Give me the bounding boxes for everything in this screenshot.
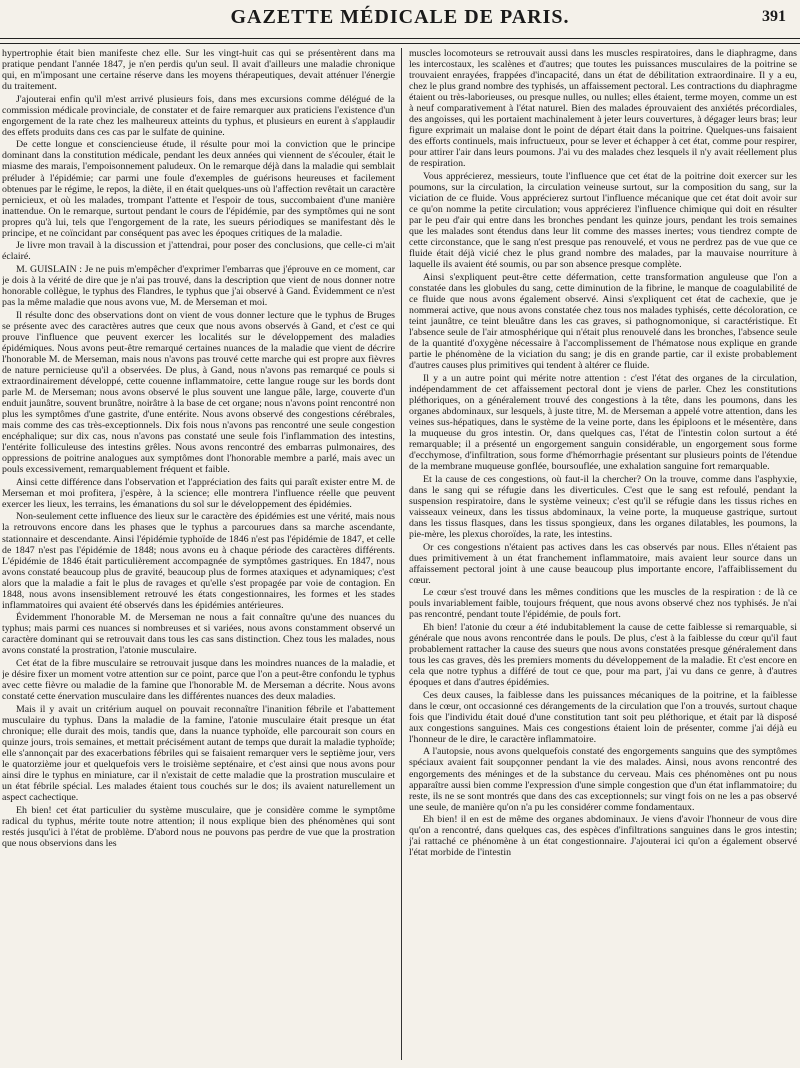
paragraph: Eh bien! cet état particulier du système musculaire, que je considère comme le symptôme radical du typhus, mérite toute notre attention; il nous explique bien des phénomènes qui sont restés jusqu'ici à l'état de problème. D'abord nous ne pouvons pas perdre de vue que la prostration que nous observions dans les — [2, 804, 395, 849]
running-title: GAZETTE MÉDICALE DE PARIS. — [230, 6, 570, 28]
paragraph: De cette longue et consciencieuse étude, il résulte pour moi la conviction que le principe dominant dans la constitution médicale, pendant les deux années qui viennent de s'écouler, était le miasme des marais, l'empoisonnement paludeux. On le remarque déjà dans la maladie qui semblait préluder à l'épidémie; car parmi une foule d'exemples de guérisons heureuses et facilement obtenues par le régime, le repos, la diète, il en était quelques-uns où l'affection revêtait un caractère pernicieux, et où les malades, trompant l'attente et l'espoir de tous, succombaient d'une manière inattendue. On le remarque, surtout pendant le cours de l'épidémie, par des symptômes qui ne sont propres qu'à lui, tels que l'engorgement de la rate, les sueurs périodiques se manifestant dès le principe, et ne coïncidant par conséquent pas avec les époques critiques de la maladie. — [2, 139, 395, 239]
paragraph: Et la cause de ces congestions, où faut-il la chercher? On la trouve, comme dans l'asphyxie, dans le sang qui se réfugie dans les diverticules. C'est que le sang est refoulé, pendant la suspension respiratoire, dans le système veineux; c'est qu'il se réfugie dans les tissus riches en vaisseaux veineux, dans les tissus abdominaux, la veine porte, la muqueuse gastrique, surtout dans les tissus flasques, dans les tissus spongieux, dans les organes dilatables, les poumons, la pie-mère, les plexus choroïdes, la rate, les intestins. — [409, 473, 797, 541]
paragraph: M. GUISLAIN : Je ne puis m'empêcher d'exprimer l'embarras que j'éprouve en ce moment, car je dois à la vérité de dire que je n'ai pas trouvé, dans la description que vient de nous donner notre honorable collègue, le typhus des Flandres, le typhus que j'ai observé à Gand. Évidemment ce n'est pas la même maladie que nous avons vue, M. de Merseman et moi. — [2, 263, 395, 309]
paragraph: Il y a un autre point qui mérite notre attention : c'est l'état des organes de la circulation, indépendamment de cet affaissement pectoral dont je viens de parler. Chez les constitutions pléthoriques, on a généralement trouvé des congestions à la tête, dans les poumons, dans les organes abdominaux, sur lesquels, à juste titre, M. de Merseman a appelé votre attention, dans les veines sus-hépatiques, dans le système de la veine porte, dans les épiploons et le mésentère, dans la muqueuse du gros intestin. Or, dans quelques cas, l'état de l'intestin colon surtout a été remarquable; il a présenté un engorgement sanguin considérable, un engorgement sous forme d'ecchymose, d'infiltration, sous forme d'hémorrhagie présentant sur plusieurs points de l'étendue de la membrane muqueuse gonflée, boursouflée, une exhalation sanguine fort remarquable. — [409, 372, 797, 473]
paragraph: Ainsi s'expliquent peut-être cette défermation, cette transformation anguleuse que l'on a constatée dans les globules du sang, cette diminution de la fibrine, le manque de coagulabilité de ce fluide que nous avons également observé. Ainsi s'expliquent cet état de cachexie, que je nommerai active, que nous avons constatée chez tous nos malades typhisés, cette décoloration, ce teint jaunâtre, ce teint bleuâtre dans les cas graves, si pathognomonique, si caractéristique. Et l'absence seule de l'air atmosphérique qui n'était plus renouvelé dans les bronches, l'absence seule de la quantité d'oxygène nécessaire à l'accomplissement de l'hématose nous explique en grande partie le phénomène de la viciation du sang; je dis en grande partie, car il existe probablement d'autres causes plus primitives qui tendent à altérer ce fluide. — [409, 271, 797, 372]
paragraph: Je livre mon travail à la discussion et j'attendrai, pour poser des conclusions, que celle-ci m'ait éclairé. — [2, 240, 395, 263]
column-divider — [401, 48, 402, 1060]
page-number: 391 — [762, 8, 786, 25]
paragraph: Ainsi cette différence dans l'observation et l'appréciation des faits qui paraît exister entre M. de Merseman et moi profitera, j'espère, à la science; elle montrera l'influence réelle que peuvent exercer les lieux, les terrains, les émanations du sol sur le développement des épidémies. — [2, 476, 395, 510]
right-column — [409, 48, 797, 1060]
paragraph: Vous apprécierez, messieurs, toute l'influence que cet état de la poitrine doit exercer sur les poumons, sur la circulation, la circulation veineuse surtout, sur la composition du sang, sur la viciation de ce fluide. Vous apprécierez surtout l'influence mécanique que cet état doit avoir sur ce qu'on nomme la petite circulation; vous apprécierez l'influence chimique qui doit en résulter par le peu d'air qui entre dans les bronches pendant les quinze jours, pendant les trois semaines que les malades sont étendus dans leur lit comme des masses inertes; vous tiendrez compte de cette circonstance, que le sang n'est presque pas renouvelé, et vous ne perdrez pas de vue que ce fluide était déjà vicié chez le plus grand nombre des malades, par la mauvaise nourriture à laquelle ils avaient été soumis, ou par son absence presque complète. — [409, 171, 797, 271]
header-rule-thin — [0, 43, 800, 44]
paragraph: Le cœur s'est trouvé dans les mêmes conditions que les muscles de la respiration : de là ce pouls invariablement faible, toujours fréquent, que nous avons observé chez nos typhisés. Je n'ai pas rencontré, pendant toute l'épidémie, de pouls fort. — [409, 587, 797, 621]
paragraph: Eh bien! l'atonie du cœur a été indubitablement la cause de cette faiblesse si remarquable, si générale que nous avons rencontrée dans le pouls. De plus, c'est à la faiblesse du cœur qu'il faut probablement rattacher la cause des sueurs que nous avons constatées presque généralement dans tous les cas graves, dès les premiers moments du développement de la maladie. Et c'est encore en cela que notre typhus a différé de tout ce que, pour ma part, j'ai vu dans ce genre, à d'autres époques et dans d'autres épidémies. — [409, 621, 797, 689]
paragraph: Il résulte donc des observations dont on vient de vous donner lecture que le typhus de Bruges se présente avec des caractères autres que ceux que nous avons observés à Gand, et c'est ce qui prouve l'influence que peuvent exercer les localités sur le développement des maladies épidémiques. Nous avons peut-être remarqué certaines nuances de la maladie que vient de décrire l'honorable M. de Merseman, mais nous n'avons pas trouvé cette marche qui est propre aux fièvres de nature pernicieuse qu'il a observées. De plus, à Gand, nous n'avons pas remarqué ce pouls si extraordinairement développé, cette couenne inflammatoire, cette langue rouge sur les bords dont parle M. de Merseman; nous avons observé le plus souvent une langue pâle, large, couverte d'un enduit jaunâtre, souvent brunâtre, noirâtre à la base de cet organe; nous n'avons point rencontré non plus les symptômes d'une gastrite, d'une entérite. Nous avons observé des congestions cérébrales, mais comme des cas très-exceptionnels. Dix fois nous n'avons pas rencontré une seule congestion encéphalique; sur dix cas, nous n'avons pas constaté une seule fois l'inflammation des intestins, l'entérite folliculeuse des intestins grêles. Nous avons rencontré des embarras pulmonaires, des oppressions de poitrine analogues aux symptômes dont l'honorable membre a parlé, mais avec un pouls excessivement, remarquablement fréquent et faible. — [2, 309, 395, 476]
left-column — [2, 48, 395, 1060]
header-rule — [0, 38, 800, 39]
paragraph: muscles locomoteurs se retrouvait aussi dans les muscles respiratoires, dans le diaphragme, dans les intercostaux, les scalènes et d'autres; que toutes les puissances musculaires de la poitrine se trouvaient enrayées, frappées d'incapacité, dans un état de débilitation extraordinaire. Il y a eu, chez le plus grand nombre des typhisés, un affaissement pectoral. Les contractions du diaphragme étaient ou très-laborieuses, ou presque nulles, ou nulles; elles étaient, terme moyen, comme un est à neuf comparativement à l'état naturel. Bien des malades éprouvaient des anxiétés précordiales, des angoisses, qui les portaient machinalement à jeter leurs couvertures, à dégager leurs bras; leur figure exprimait un malaise dont le point de départ était dans la poitrine. Quelques-uns faisaient des efforts continuels, mais infructueux, pour se lever et échapper à cet état, comme pour respirer, pour attirer l'air dans leurs poumons. J'ai vu des malades chez lesquels il n'y avait réellement plus de respiration. — [409, 48, 797, 170]
paragraph: J'ajouterai enfin qu'il m'est arrivé plusieurs fois, dans mes excursions comme délégué de la commission médicale provinciale, de constater et de faire remarquer aux praticiens l'existence d'un engorgement de la rate chez les malheureux atteints du typhus, et plusieurs en eurent à s'applaudir des effets produits dans ces cas par le sulfate de quinine. — [2, 93, 395, 138]
paragraph: Évidemment l'honorable M. de Merseman ne nous a fait connaître qu'une des nuances du typhus; mais parmi ces nuances si nombreuses et si variées, nous avons constamment observé un caractère dominant qui se retrouvait dans tous les cas sans distinction. Chez tous les malades, nous avons constaté la prostration, l'atonie musculaire. — [2, 612, 395, 657]
paragraph: A l'autopsie, nous avons quelquefois constaté des engorgements sanguins que des symptômes spéciaux avaient fait soupçonner pendant la vie des malades. Ainsi, nous avons rencontré des engorgements des méninges et de la substance du cerveau. Mais ces phénomènes ont pu nous apparaître aussi bien comme l'expression d'une simple congestion que d'un état inflammatoire; du reste, ils ne se sont montrés que dans des cas exceptionnels; sur vingt fois on ne les a pas observé une seule, de manière qu'on n'a pu les considérer comme fondamentaux. — [409, 746, 797, 813]
paragraph: Cet état de la fibre musculaire se retrouvait jusque dans les moindres nuances de la maladie, et je désire fixer un moment votre attention sur ce point, parce que l'on a peut-être confondu le typhus avec cette fièvre ou maladie de la famine que l'honorable M. de Merseman a décrite. Nous avons constaté cette énervation musculaire dans les différentes nuances des deux maladies. — [2, 658, 395, 703]
paragraph: hypertrophie était bien manifeste chez elle. Sur les vingt-huit cas qui se présentèrent dans ma pratique pendant l'année 1847, je n'en perdis qu'un seul. Il avait d'ailleurs une maladie chronique qui, en m'imposant une certaine réserve dans les moyens thérapeutiques, devait atténuer l'énergie du traitement. — [2, 48, 395, 93]
paragraph: Non-seulement cette influence des lieux sur le caractère des épidémies est une vérité, mais nous la retrouvons encore dans les phases que le typhus a parcourues dans sa marche ascendante, stationnaire et descendante. Ainsi l'épidémie typhoïde de 1846 n'est pas l'épidémie de 1847, et celle de 1847 n'est pas l'épidémie de 1848; nous avons eu à chaque période des caractères différents. L'épidémie de 1846 était particulièrement accompagnée de symptômes gastriques. En 1847, nous avons constaté beaucoup plus de gravité, beaucoup plus de formes ataxiques et adynamiques; c'est alors que la maladie a fait le plus de ravages et qu'elle s'est propagée par voie de contagion. En 1848, nous avons insensiblement retrouvé les états congestionnaires, les formes et les stades inflammatoires qui avaient été observés dans les épidémies antérieures. — [2, 511, 395, 611]
paragraph: Ces deux causes, la faiblesse dans les puissances mécaniques de la poitrine, et la faiblesse dans le cœur, ont occasionné ces dérangements de la circulation que l'on a trouvés, surtout chaque fois que l'individu était doué d'une constitution tant soit peu pléthorique, et était par là disposé aux congestions sanguines. Mais ces congestions étaient loin de présenter, comme j'ai déjà eu l'honneur de le dire, le caractère inflammatoire. — [409, 689, 797, 745]
paragraph: Or ces congestions n'étaient pas actives dans les cas observés par nous. Elles n'étaient pas dues primitivement à un état franchement inflammatoire, mais avaient leur source dans un affaissement pectoral joint à une cause beaucoup plus importante encore, l'affaiblissement du cœur. — [409, 541, 797, 586]
paragraph: Eh bien! il en est de même des organes abdominaux. Je viens d'avoir l'honneur de vous dire qu'on a rencontré, dans quelques cas, des espèces d'infiltrations sanguines dans le gros intestin; j'ai rattaché ce phénomène à un état congestionnaire. J'ajouterai ici qu'on a également observé l'état morbide de l'intestin — [409, 814, 797, 859]
paragraph: Mais il y avait un critérium auquel on pouvait reconnaître l'inanition fébrile et l'abattement musculaire du typhus. Dans la maladie de la famine, l'atonie musculaire était presque un état chronique; elle durait des mois, tandis que, dans la nuance typhoïde, elle parcourait son cours en quinze jours, trois semaines, et mettait précisément autant de temps que durait la maladie typhoïde; elle s'annonçait par des exacerbations fébriles qui se faisaient remarquer vers le septième jour, vers le quatorzième jour et quelquefois vers le troisième septénaire, et c'est ainsi que nous avons pour ainsi dire le typhus en miniature, car il n'existait de cette maladie que la prostration musculaire et un état fébrile spécial. Les malades étaient tous couchés sur le dos; ils avaient naturellement un aspect cachectique. — [2, 703, 395, 804]
